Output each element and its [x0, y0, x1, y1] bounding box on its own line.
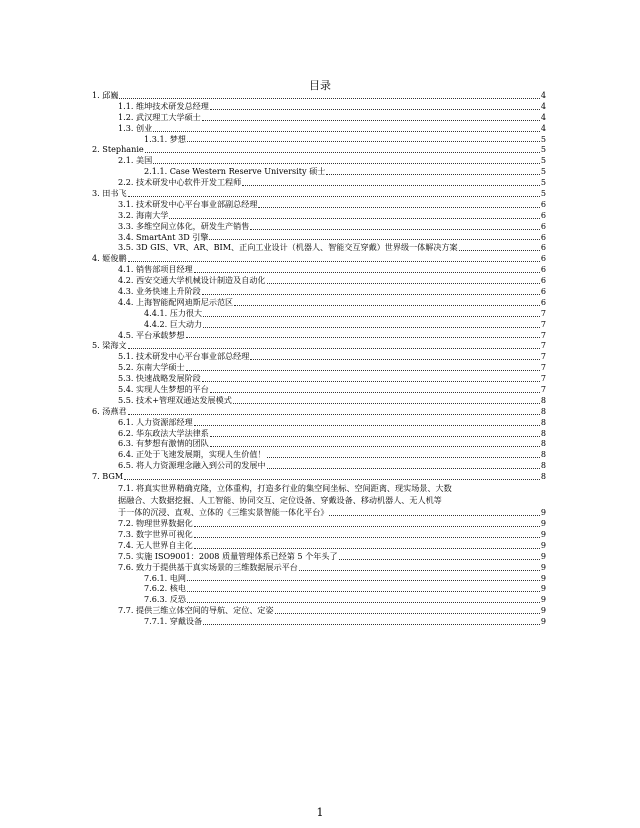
- toc-entry-page: 9: [540, 572, 546, 583]
- toc-entry[interactable]: [92, 264, 546, 275]
- toc-entry[interactable]: [92, 134, 546, 145]
- toc-entry[interactable]: [92, 253, 546, 264]
- toc-entry-label: 7.1. 将真实世界精确克隆，立体重构，打造多行业的集空间坐标、空间距离、现实场景、大数: [118, 483, 452, 494]
- toc-entry-page: 6: [540, 198, 546, 209]
- toc-entry-page: 9: [540, 594, 546, 605]
- toc-entry-page: 5: [540, 144, 546, 155]
- toc-entry[interactable]: [92, 583, 546, 594]
- dot-leader: [128, 348, 540, 349]
- toc-entry-label: 3. 田书飞: [92, 188, 127, 198]
- toc-entry[interactable]: [92, 605, 546, 616]
- toc-entry[interactable]: [92, 428, 546, 439]
- toc-entry[interactable]: [92, 199, 546, 210]
- toc-entry-page: 9: [540, 583, 546, 594]
- dot-leader: [187, 602, 540, 603]
- toc-entry-label: 6.1. 人力资源部经理: [118, 416, 193, 427]
- toc-entry[interactable]: [92, 232, 546, 243]
- toc-entry-page: 6: [540, 242, 546, 253]
- toc-entry[interactable]: [92, 471, 546, 482]
- dot-leader: [194, 526, 540, 527]
- dot-leader: [194, 425, 540, 426]
- toc-entry-label: 7.6. 致力于提供基于真实场景的三维数据展示平台: [118, 561, 298, 572]
- toc-entry-page: 8: [540, 460, 546, 471]
- dot-leader: [210, 392, 540, 393]
- dot-leader: [203, 316, 540, 317]
- dot-leader: [187, 591, 540, 592]
- toc-entry[interactable]: [92, 518, 546, 529]
- toc-entry[interactable]: [92, 449, 546, 460]
- dot-leader: [234, 305, 540, 306]
- dot-leader: [250, 229, 540, 230]
- dot-leader: [145, 152, 540, 153]
- toc-entry-label: 2.2. 技术研发中心软件开发工程师: [118, 177, 242, 188]
- dot-leader: [186, 370, 540, 371]
- toc-entry[interactable]: [92, 112, 546, 123]
- dot-leader: [186, 337, 540, 338]
- toc-entry-page: 8: [540, 394, 546, 405]
- toc-entry[interactable]: [92, 594, 546, 605]
- toc-entry-page: 4: [540, 89, 546, 100]
- toc-entry-label: 4.4.1. 压力很大: [144, 307, 203, 318]
- dot-leader: [119, 98, 539, 99]
- toc-entry-label: 4.1. 销售部项目经理: [118, 264, 193, 275]
- dot-leader: [202, 381, 540, 382]
- toc-entry-label: 5. 梁海文: [92, 340, 127, 351]
- toc-entry[interactable]: [92, 210, 546, 221]
- dot-leader: [124, 479, 540, 480]
- toc-entry[interactable]: [92, 406, 546, 417]
- dot-leader: [329, 515, 539, 516]
- dot-leader: [187, 141, 540, 142]
- dot-leader: [128, 414, 540, 415]
- toc-entry-page: 7: [540, 318, 546, 329]
- dot-leader: [210, 436, 540, 437]
- page-number: 1: [316, 806, 324, 819]
- dot-leader: [326, 174, 539, 175]
- dot-leader: [250, 359, 540, 360]
- dot-leader: [233, 403, 540, 404]
- toc-entry-page: 8: [540, 471, 546, 482]
- toc-entry[interactable]: [92, 551, 546, 562]
- toc-entry-page: 8: [540, 405, 546, 416]
- dot-leader: [459, 250, 540, 251]
- toc-entry-label: 4.2. 西安交通大学机械设计制造及自动化: [118, 275, 266, 286]
- toc-entry-page: 5: [540, 177, 546, 188]
- toc-entry-page: 4: [540, 122, 546, 133]
- toc-entry-label: 4.4. 上海智能配网迪斯尼示范区: [118, 296, 234, 307]
- toc-entry[interactable]: [92, 362, 546, 373]
- toc-entry-label: 7.4. 无人世界自主化: [118, 539, 193, 550]
- dot-leader: [128, 196, 540, 197]
- toc-entry[interactable]: [92, 384, 546, 395]
- toc-entry[interactable]: [92, 373, 546, 384]
- toc-entry[interactable]: [92, 562, 546, 573]
- dot-leader: [202, 294, 540, 295]
- toc-entry[interactable]: [92, 540, 546, 551]
- dot-leader: [267, 283, 540, 284]
- toc-entry-label: 7.7.1. 穿戴设备: [144, 616, 203, 627]
- toc-entry-label: 1.3. 创业: [118, 122, 153, 133]
- dot-leader: [209, 239, 539, 240]
- toc-entry-label: 5.5. 技术+管理双通达发展模式: [118, 394, 232, 405]
- toc-entry[interactable]: [92, 439, 546, 450]
- toc-entry-page: 7: [540, 329, 546, 340]
- toc-entry[interactable]: [92, 155, 546, 166]
- toc-entry-page: 6: [540, 220, 546, 231]
- toc-entry-page: 9: [540, 507, 546, 518]
- toc-entry-label: 7.5. 实施 ISO9001：2008 质量管理体系已经第 5 个年头了: [118, 550, 338, 561]
- toc-entry-page: 9: [540, 561, 546, 572]
- toc-entry-7-1[interactable]: [92, 482, 546, 518]
- toc-entry-page: 8: [540, 438, 546, 449]
- toc-entry[interactable]: [92, 101, 546, 112]
- toc-entry-page: 7: [540, 362, 546, 373]
- toc-entry-page: 6: [540, 264, 546, 275]
- toc-entry[interactable]: [92, 297, 546, 308]
- dot-leader: [203, 327, 540, 328]
- toc-entry-page: 9: [540, 605, 546, 616]
- toc-entry-page: 8: [540, 449, 546, 460]
- dot-leader: [275, 613, 540, 614]
- toc-entry-label: 2.1. 美国: [118, 155, 153, 166]
- toc-entry-label: 5.2. 东南大学硕士: [118, 362, 185, 373]
- toc-entry-page: 7: [540, 307, 546, 318]
- toc-entry-label: 6.3. 有梦想有激情的团队: [118, 438, 209, 449]
- toc-entry-label: 据融合、大数据挖掘、人工智能、协同交互、定位设备、穿戴设备、移动机器人、无人机等: [118, 495, 442, 506]
- toc-entry-label: 1.2. 武汉理工大学硕士: [118, 111, 201, 122]
- toc-entry-page: 8: [540, 427, 546, 438]
- dot-leader: [194, 537, 540, 538]
- toc-entry[interactable]: [92, 221, 546, 232]
- toc-entry-label: 5.4. 实现人生梦想的平台: [118, 384, 209, 395]
- toc-entry[interactable]: [92, 177, 546, 188]
- toc-entry-page: 9: [540, 518, 546, 529]
- dot-leader: [267, 457, 540, 458]
- toc-entry-page: 7: [540, 373, 546, 384]
- toc-entry-label: 3.5. 3D GIS、VR、AR、BIM、正向工业设计（机器人、智能交互穿戴）世界级一体解决方案: [118, 242, 458, 253]
- toc-entry-label: 3.4. SmartAnt 3D 引擎: [118, 231, 209, 242]
- toc-entry[interactable]: [92, 144, 546, 155]
- dot-leader: [194, 548, 540, 549]
- dot-leader: [187, 580, 540, 581]
- toc-entry-label: 2.1.1. Case Western Reserve University 硕士: [144, 166, 326, 177]
- toc-entry[interactable]: [92, 351, 546, 362]
- dot-leader: [210, 109, 540, 110]
- toc-entry-label: 5.3. 快速战略发展阶段: [118, 373, 201, 384]
- toc-entry-label: 7.7. 提供三维立体空间的导航、定位、定姿: [118, 605, 274, 616]
- toc-entry-page: 6: [540, 275, 546, 286]
- toc-entry-label: 4. 姬俊鹏: [92, 253, 127, 264]
- dot-leader: [202, 120, 540, 121]
- toc-entry-label: 1.1. 维坤技术研发总经理: [118, 100, 209, 111]
- toc-entry-label: 7. BGM: [92, 471, 124, 482]
- dot-leader: [153, 131, 540, 132]
- dot-leader: [128, 261, 540, 262]
- toc-entry-page: 7: [540, 351, 546, 362]
- dot-leader: [339, 559, 540, 560]
- toc-entry-label: 6. 汤燕君: [92, 405, 127, 416]
- dot-leader: [194, 272, 540, 273]
- toc-entry[interactable]: [92, 529, 546, 540]
- toc-entry-label: 6.2. 华东政法大学法律系: [118, 427, 209, 438]
- toc-entry[interactable]: [92, 242, 546, 253]
- toc-entry-page: 7: [540, 384, 546, 395]
- toc-entry[interactable]: [92, 395, 546, 406]
- toc-entry[interactable]: [92, 417, 546, 428]
- dot-leader: [242, 185, 540, 186]
- toc-entry-label: 4.4.2. 巨大动力: [144, 318, 203, 329]
- toc-entry-label: 6.5. 将人力资源理念融入到公司的发展中: [118, 460, 266, 471]
- table-of-contents: [92, 90, 546, 627]
- toc-entry-page: 9: [540, 528, 546, 539]
- toc-entry[interactable]: [92, 616, 546, 627]
- dot-leader: [153, 163, 540, 164]
- toc-entry-page: 5: [540, 188, 546, 198]
- toc-entry-page: 6: [540, 209, 546, 220]
- toc-entry-label: 7.6.2. 核电: [144, 583, 186, 594]
- toc-entry[interactable]: [92, 340, 546, 351]
- toc-entry-page: 5: [540, 166, 546, 177]
- toc-entry-page: 5: [540, 155, 546, 166]
- dot-leader: [258, 207, 539, 208]
- toc-entry[interactable]: [92, 188, 546, 199]
- toc-entry[interactable]: [92, 286, 546, 297]
- toc-entry[interactable]: [92, 275, 546, 286]
- toc-entry-label: 3.2. 海南大学: [118, 209, 169, 220]
- toc-entry-page: 6: [540, 231, 546, 242]
- toc-entry-label: 3.1. 技术研发中心平台事业部副总经理: [118, 198, 258, 209]
- toc-entry-page: 4: [540, 111, 546, 122]
- toc-title: 目录: [309, 79, 331, 92]
- toc-entry[interactable]: [92, 460, 546, 471]
- toc-entry[interactable]: [92, 573, 546, 584]
- dot-leader: [210, 446, 540, 447]
- toc-entry-label: 1.3.1. 梦想: [144, 133, 186, 144]
- toc-entry-label: 3.3. 多维空间立体化，研发生产销售: [118, 220, 250, 231]
- toc-entry-label: 4.3. 业务快速上升阶段: [118, 286, 201, 297]
- toc-entry-label: 1. 邱巍: [92, 89, 119, 100]
- toc-entry-label: 5.1. 技术研发中心平台事业部总经理: [118, 351, 250, 362]
- toc-entry-page: 6: [540, 296, 546, 307]
- toc-entry[interactable]: [92, 166, 546, 177]
- toc-entry-label: 7.3. 数字世界可视化: [118, 528, 193, 539]
- toc-entry-page: 4: [540, 100, 546, 111]
- dot-leader: [169, 218, 539, 219]
- dot-leader: [267, 468, 540, 469]
- toc-entry-page: 5: [540, 133, 546, 144]
- toc-entry-label: 7.6.3. 反恐: [144, 594, 186, 605]
- toc-entry-page: 6: [540, 253, 546, 264]
- toc-entry[interactable]: [92, 90, 546, 101]
- toc-entry[interactable]: [92, 308, 546, 319]
- toc-entry-label: 2. Stephanie: [92, 144, 144, 155]
- toc-entry-label: 7.6.1. 电网: [144, 572, 186, 583]
- toc-entry-page: 7: [540, 340, 546, 351]
- toc-entry[interactable]: [92, 330, 546, 341]
- toc-entry-page: 9: [540, 550, 546, 561]
- dot-leader: [299, 570, 540, 571]
- toc-entry-label: 于一体的沉浸、直观、立体的《三维实景智能一体化平台》: [118, 507, 329, 518]
- toc-entry-page: 9: [540, 616, 546, 627]
- toc-entry-page: 9: [540, 539, 546, 550]
- toc-entry-label: 4.5. 平台承载梦想: [118, 329, 185, 340]
- toc-entry[interactable]: [92, 319, 546, 330]
- toc-entry-page: 8: [540, 416, 546, 427]
- toc-entry-label: 7.2. 物理世界数据化: [118, 518, 193, 529]
- toc-entry[interactable]: [92, 123, 546, 134]
- toc-entry-page: 6: [540, 286, 546, 297]
- toc-entry-label: 6.4. 正处于飞速发展期，实现人生价值！: [118, 449, 266, 460]
- dot-leader: [203, 624, 540, 625]
